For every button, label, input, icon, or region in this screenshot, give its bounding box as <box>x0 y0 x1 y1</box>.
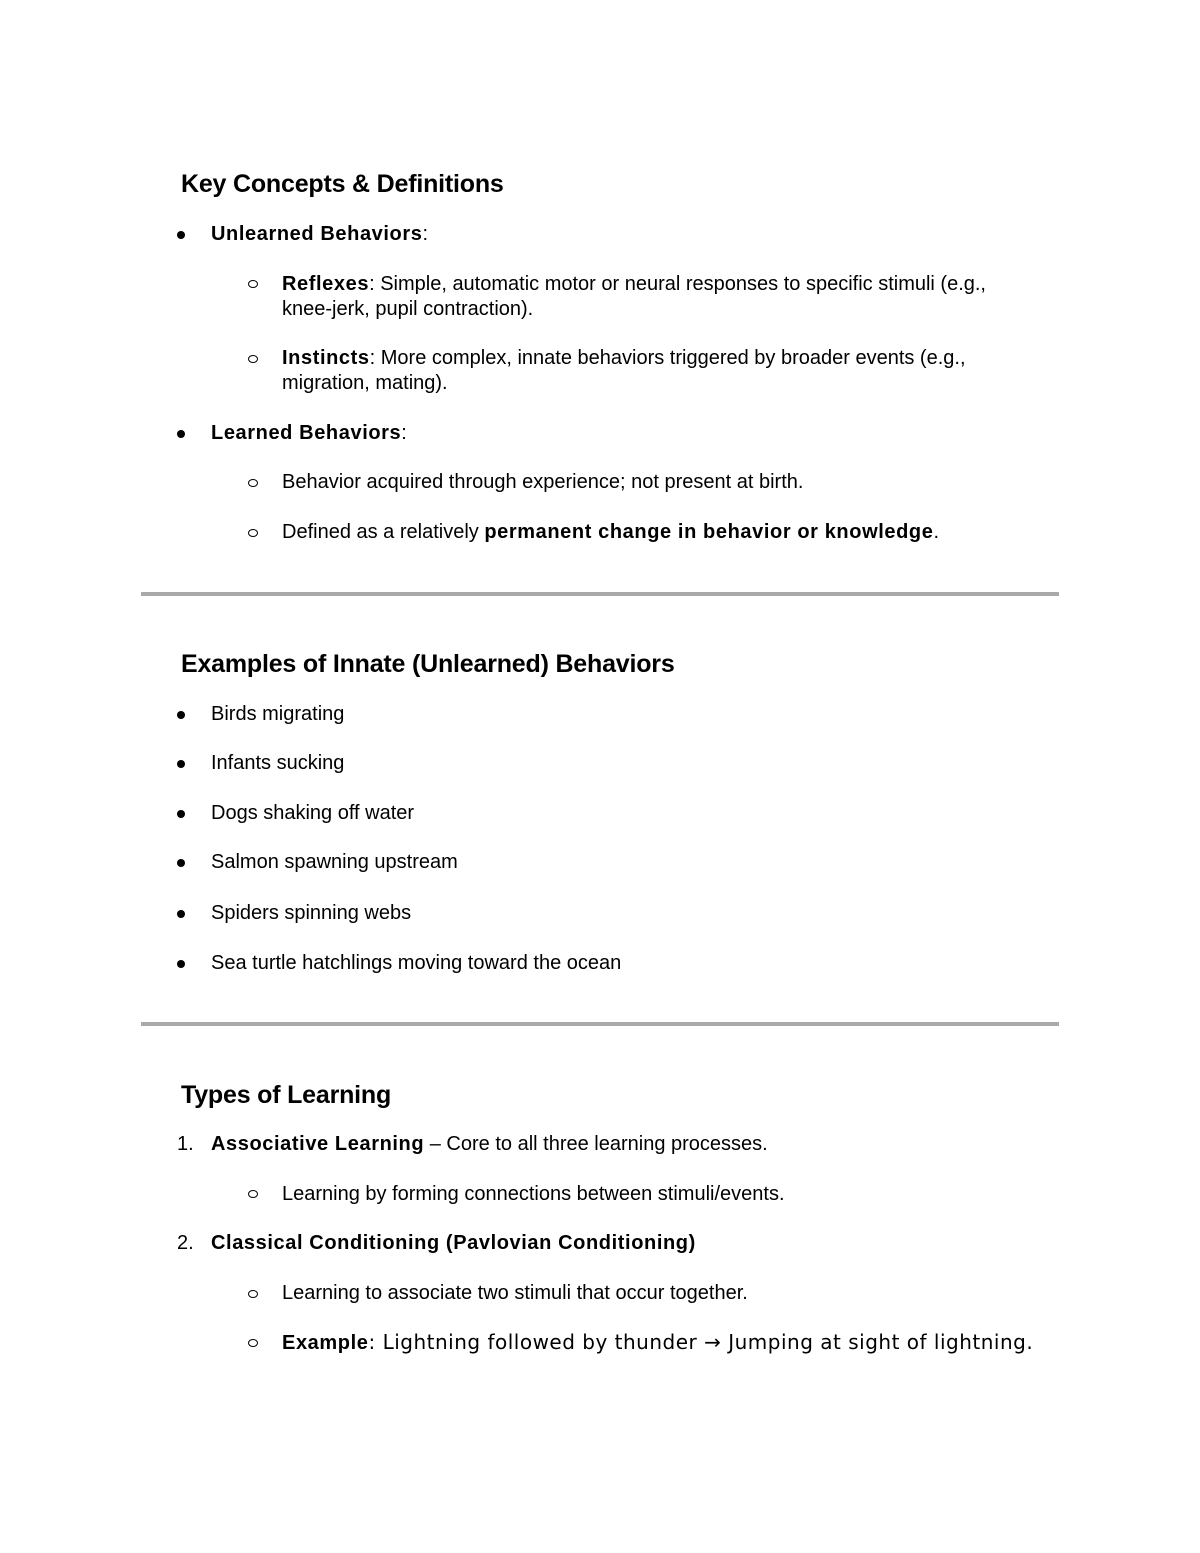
term-label: Associative Learning <box>211 1133 425 1155</box>
term-label: Instincts <box>282 347 370 369</box>
term-label: Reflexes <box>282 273 370 295</box>
section-title-examples: Examples of Innate (Unlearned) Behaviors <box>181 650 675 678</box>
bullet-icon <box>177 231 185 239</box>
example-text: : Lightning followed by thunder → Jumping at sight of lightning. <box>368 1330 1034 1354</box>
list-item-learned-sub2 <box>282 520 939 545</box>
circle-bullet-icon <box>248 355 258 363</box>
list-item-instincts <box>282 346 966 371</box>
list-item-learned <box>211 421 407 446</box>
list-item: Salmon spawning upstream <box>211 851 458 873</box>
list-item-classical <box>211 1231 696 1256</box>
list-item-associative-sub: Learning by forming connections between stimuli/events. <box>282 1183 785 1205</box>
bullet-icon <box>177 760 185 768</box>
list-number: 1. <box>177 1133 194 1155</box>
list-item: Infants sucking <box>211 752 345 774</box>
list-item: Sea turtle hatchlings moving toward the ocean <box>211 952 622 974</box>
sentence-end: . <box>933 521 940 543</box>
list-item: Birds migrating <box>211 703 345 725</box>
list-item-reflexes <box>282 272 986 297</box>
circle-bullet-icon <box>248 479 258 487</box>
term-label: Learned Behaviors <box>211 422 402 444</box>
section-title-key-concepts: Key Concepts & Definitions <box>181 170 504 198</box>
bullet-icon <box>177 711 185 719</box>
definition-text: – Core to all three learning processes. <box>424 1133 768 1155</box>
bullet-icon <box>177 910 185 918</box>
circle-bullet-icon <box>248 280 258 288</box>
term-label: Classical Conditioning (Pavlovian Conditioning) <box>211 1232 696 1254</box>
list-item-unlearned <box>211 222 428 247</box>
term-label: Example <box>282 1332 369 1354</box>
definition-text-continued: knee-jerk, pupil contraction). <box>282 298 534 320</box>
list-item-learned-sub1: Behavior acquired through experience; not present at birth. <box>282 471 804 493</box>
circle-bullet-icon <box>248 1339 258 1347</box>
definition-text: : Simple, automatic motor or neural responses to specific stimuli (e.g., <box>369 273 986 295</box>
bullet-icon <box>177 810 185 818</box>
horizontal-divider <box>141 592 1059 596</box>
bullet-icon <box>177 859 185 867</box>
colon: : <box>422 223 429 245</box>
list-item-associative <box>211 1132 768 1157</box>
sentence-start: Defined as a relatively <box>282 521 485 543</box>
colon: : <box>401 422 407 444</box>
emphasis-text: permanent change in behavior or knowledge <box>484 521 934 543</box>
definition-text: : More complex, innate behaviors triggered by broader events (e.g., <box>369 347 966 369</box>
list-item-classical-sub1: Learning to associate two stimuli that occur together. <box>282 1282 748 1304</box>
circle-bullet-icon <box>248 1290 258 1298</box>
section-title-types: Types of Learning <box>181 1081 392 1109</box>
list-number: 2. <box>177 1232 194 1254</box>
circle-bullet-icon <box>248 529 258 537</box>
bullet-icon <box>177 430 185 438</box>
circle-bullet-icon <box>248 1190 258 1198</box>
term-label: Unlearned Behaviors <box>211 223 423 245</box>
list-item: Dogs shaking off water <box>211 802 415 824</box>
bullet-icon <box>177 960 185 968</box>
list-item-classical-sub2 <box>282 1330 1033 1356</box>
horizontal-divider <box>141 1022 1059 1026</box>
definition-text-continued: migration, mating). <box>282 372 448 394</box>
list-item: Spiders spinning webs <box>211 902 412 924</box>
